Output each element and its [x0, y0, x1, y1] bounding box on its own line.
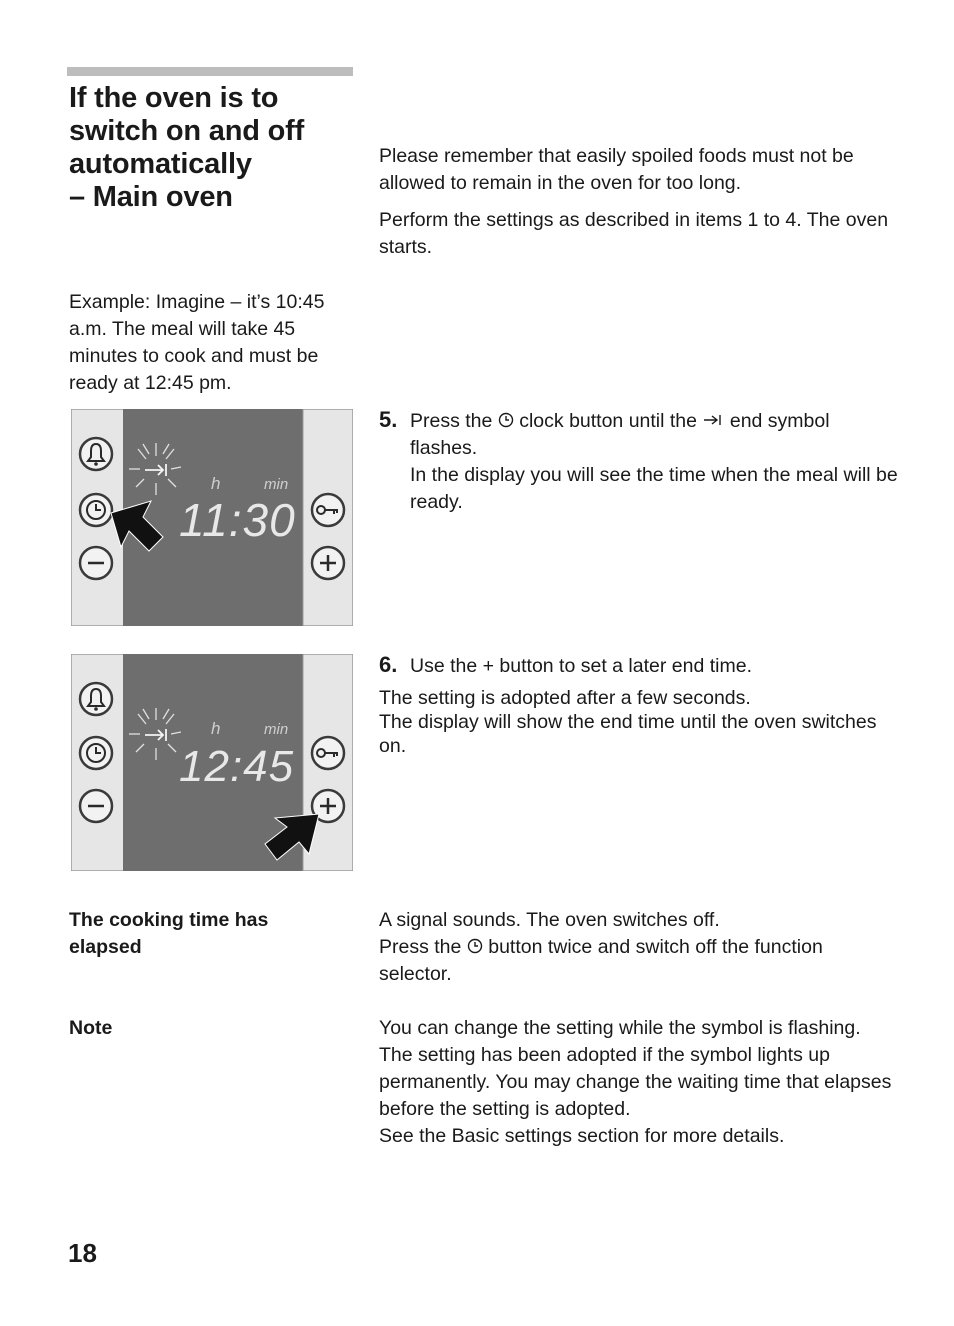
page-title: If the oven is to switch on and off automatically – Main oven	[69, 82, 305, 213]
step-number: 5.	[379, 407, 398, 432]
elapsed-text: A signal sounds. The oven switches off. Press the button twice and switch off the function selector.	[379, 909, 823, 985]
clock-button-icon[interactable]	[80, 494, 112, 526]
clock-icon	[467, 938, 483, 954]
display-time: 11:30	[179, 494, 296, 546]
end-symbol-icon	[702, 412, 724, 428]
page-number: 18	[68, 1238, 97, 1268]
key-button-icon[interactable]	[312, 737, 344, 769]
plus-button-icon[interactable]	[312, 547, 344, 579]
intro	[379, 143, 899, 261]
step-5-detail: In the display you will see the time when the meal will be ready.	[410, 464, 898, 513]
control-panel-1	[71, 409, 353, 626]
display-time: 12:45	[179, 742, 295, 791]
minus-button-icon[interactable]	[80, 790, 112, 822]
minutes-unit: min	[264, 476, 289, 493]
step-5: 5. Press the clock button until the end symbol flashes. In the display you will see the time when the meal will be ready.	[379, 408, 899, 516]
intro-warning: Please remember that easily spoiled foods must not be allowed to remain in the oven for too long.	[379, 145, 854, 194]
example-text: Example: Imagine – it’s 10:45 a.m. The meal will take 45 minutes to cook and must be ready at 12:45 pm.	[69, 291, 325, 394]
step-6: 6. Use the + button to set a later end time.	[379, 652, 752, 677]
hours-unit: h	[211, 474, 221, 493]
minutes-unit: min	[264, 721, 289, 738]
elapsed-label: The cooking time has elapsed	[69, 909, 269, 958]
hours-unit: h	[211, 719, 221, 738]
minus-button-icon[interactable]	[80, 547, 112, 579]
note-label: Note	[69, 1017, 113, 1039]
bell-icon[interactable]	[80, 683, 112, 715]
section-rule	[67, 67, 353, 76]
step-6-detail: The setting is adopted after a few seconds. The display will show the end time until the oven switches on.	[379, 687, 877, 757]
step-number: 6.	[379, 652, 398, 677]
clock-button-icon[interactable]	[80, 737, 112, 769]
key-button-icon[interactable]	[312, 494, 344, 526]
intro-settings: Perform the settings as described in items 1 to 4. The oven starts.	[379, 209, 889, 258]
control-panel-2	[71, 654, 353, 871]
bell-icon[interactable]	[80, 438, 112, 470]
note-text: You can change the setting while the symbol is flashing. The setting has been adopted if the symbol lights up permanently. You may change the waiting time that elapses before the setting is adopted. See the Basic settings section for more details.	[379, 1017, 892, 1147]
clock-icon	[498, 412, 514, 428]
